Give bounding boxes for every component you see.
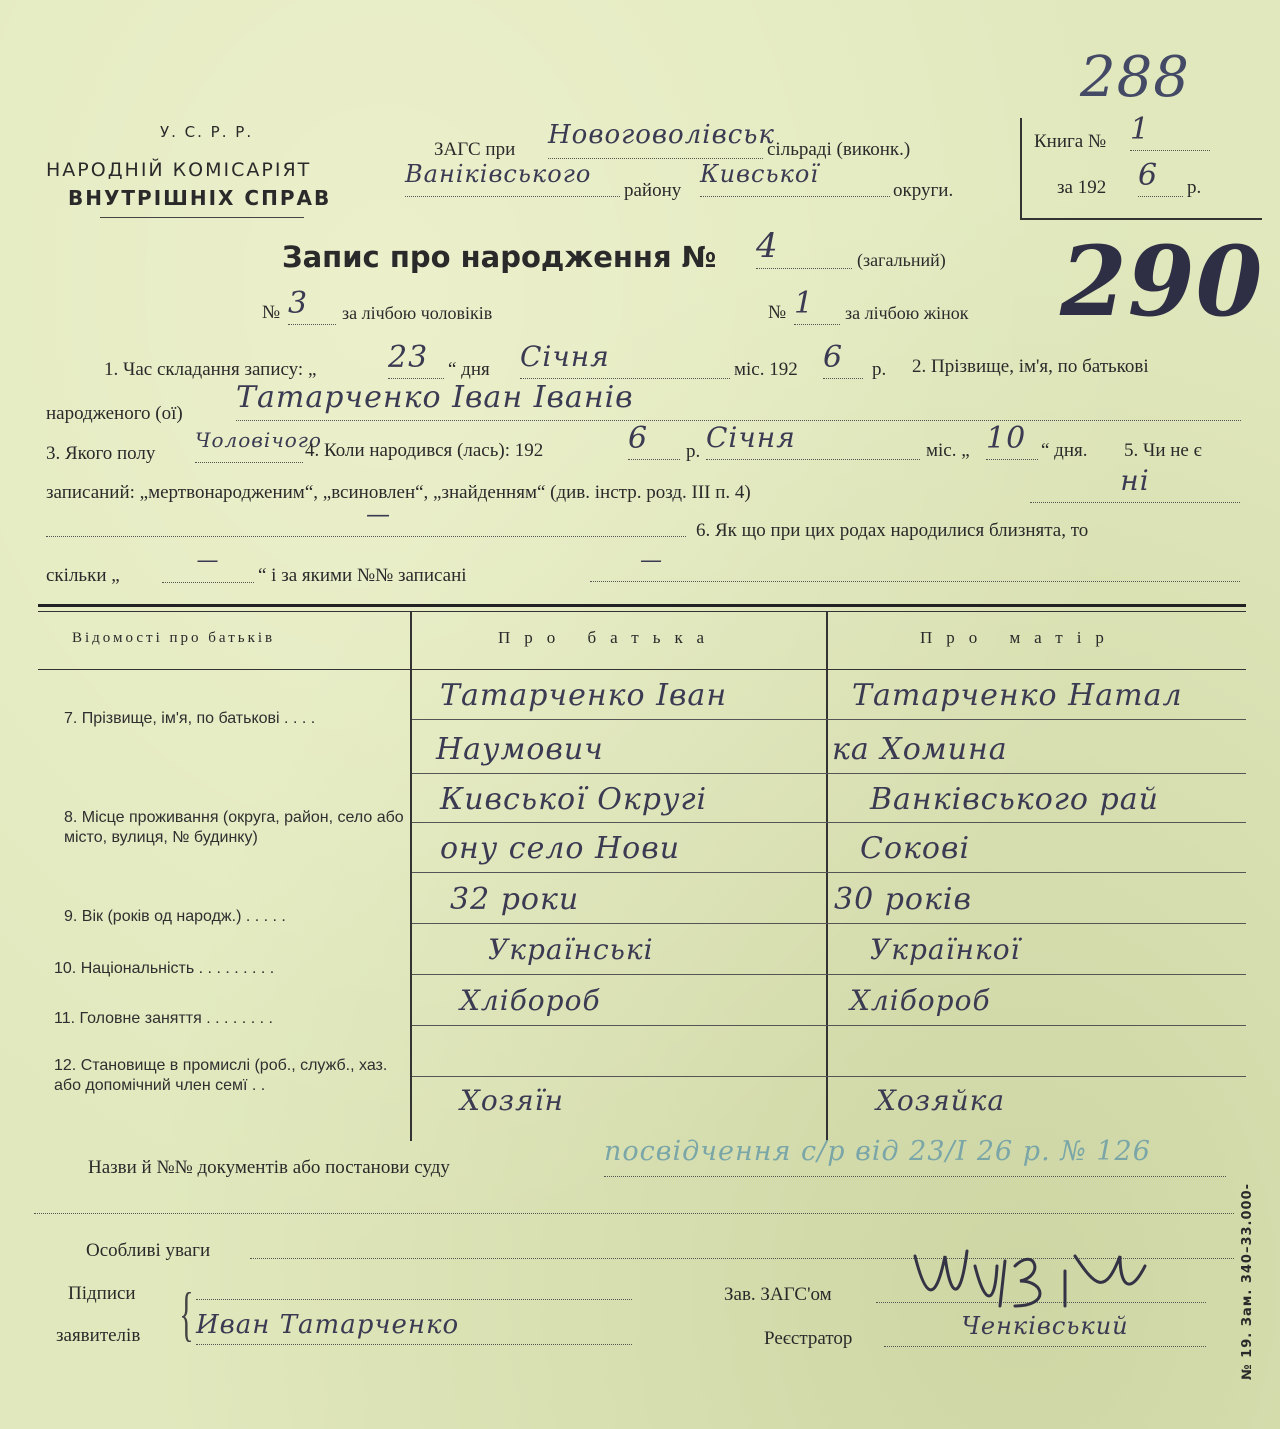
table-top-border-thin xyxy=(38,611,1246,612)
father-residence-line1: Кивської Округі xyxy=(440,782,708,817)
print-note: № 19. Зам. 340–33.000- xyxy=(1240,1182,1255,1380)
docs-value: посвідчення с/р від 23/І 26 р. № 126 xyxy=(604,1136,1226,1177)
f1-year: 6 xyxy=(823,340,863,379)
registrar-label: Реєстратор xyxy=(764,1328,853,1349)
table-header-separator xyxy=(38,669,1246,670)
mother-occupation: Хлібороб xyxy=(850,984,991,1017)
year-value: 6 xyxy=(1138,158,1183,197)
f5-continuation-line xyxy=(46,536,686,537)
record-number: 4 xyxy=(756,226,852,269)
row-label-age: 9. Вік (років од народж.) . . . . . xyxy=(64,908,286,925)
f6-value: — xyxy=(162,548,254,583)
father-age: 32 роки xyxy=(450,882,580,917)
brace: { xyxy=(179,1281,194,1347)
women-number: 1 xyxy=(794,286,840,325)
row-label-nationality: 10. Національність . . . . . . . . . xyxy=(54,960,275,977)
okrug-label: округи. xyxy=(893,180,954,201)
registrar-signature: Ченківський xyxy=(884,1312,1206,1347)
men-label: за лічбою чоловіків xyxy=(342,303,493,323)
f6-label: 6. Як що при цих родах народилися близнята, то xyxy=(696,520,1089,541)
f6-label3: “ і за якими №№ записані xyxy=(258,565,467,586)
ussr-label: У. С. Р. Р. xyxy=(160,123,254,141)
f4-month: Січня xyxy=(706,421,920,460)
district-label: району xyxy=(624,180,682,201)
year-suffix: р. xyxy=(1187,177,1202,198)
f5-dash: — xyxy=(366,500,391,528)
men-prefix: № xyxy=(262,302,281,323)
col-header-mother: Про матір xyxy=(920,628,1118,647)
zags-suffix: сільраді (виконк.) xyxy=(767,139,911,160)
ministry-line2: ВНУТРІШНІХ СПРАВ xyxy=(68,186,332,210)
father-status: Хозяїн xyxy=(460,1084,564,1117)
ministry-line1: НАРОДНІЙ КОМІСАРІЯТ xyxy=(46,159,312,181)
f4-year: 6 xyxy=(628,421,680,460)
applicant-signature: Иван Татарченко xyxy=(196,1310,632,1345)
f4-mis: міс. „ xyxy=(926,440,970,461)
ministry-underline xyxy=(100,217,304,218)
col-header-info: Відомості про батьків xyxy=(72,630,276,646)
mother-nationality: Українкої xyxy=(870,933,1021,966)
women-prefix: № xyxy=(768,302,787,323)
father-name-line1: Татарченко Іван xyxy=(440,678,728,713)
zags-village-value: Новоговолівськ xyxy=(548,120,763,159)
men-number: 3 xyxy=(288,286,336,325)
mother-name-line1: Татарченко Натал xyxy=(852,678,1183,713)
docs-label: Назви й №№ документів або постанови суду xyxy=(88,1157,450,1178)
row-line xyxy=(412,1076,1246,1077)
f4-label: 4. Коли народився (лась): 192 xyxy=(305,440,544,461)
f4-day-suffix: “ дня. xyxy=(1041,440,1088,461)
row-line xyxy=(412,974,1246,975)
mother-residence-line2: Сокові xyxy=(860,831,971,866)
f1-month: Січня xyxy=(520,340,730,379)
big-number: 290 xyxy=(1060,225,1264,338)
col-header-father: Про батька xyxy=(498,628,719,647)
book-label: Книга № xyxy=(1034,131,1107,152)
f3-value: Чоловічого xyxy=(195,428,303,463)
notes-label: Особливі уваги xyxy=(86,1240,211,1261)
f2-label2: народженого (ої) xyxy=(46,403,183,424)
mother-name-line2: ка Хомина xyxy=(832,732,1008,767)
row-line xyxy=(412,872,1246,873)
head-signature-scribble xyxy=(905,1236,1155,1316)
row-line xyxy=(412,822,1246,823)
father-residence-line2: ону село Нови xyxy=(440,831,681,866)
table-divider-1 xyxy=(410,611,412,1141)
f2-value: Татарченко Іван Іванів xyxy=(236,380,1241,421)
f2-label: 2. Прізвище, ім'я, по батькові xyxy=(912,356,1149,377)
f1-day: 23 xyxy=(388,340,444,379)
docs-continuation-line xyxy=(34,1213,1234,1214)
f5-value: ні xyxy=(1030,464,1240,503)
zags-prefix: ЗАГС при xyxy=(434,139,516,160)
mother-age: 30 років xyxy=(834,882,972,917)
table-top-border xyxy=(38,604,1246,607)
f4-day: 10 xyxy=(986,421,1038,460)
row-line xyxy=(412,773,1246,774)
father-name-line2: Наумович xyxy=(436,732,604,767)
father-nationality: Українські xyxy=(488,933,654,966)
f1-mis: міс. 192 xyxy=(734,359,798,380)
row-line xyxy=(412,1025,1246,1026)
record-general: (загальний) xyxy=(857,250,946,270)
row-line xyxy=(412,719,1246,720)
record-title: Запис про народження № xyxy=(282,240,717,274)
signatures-label: Підписи xyxy=(68,1283,136,1304)
father-occupation: Хлібороб xyxy=(460,984,601,1017)
f1-r: р. xyxy=(872,359,887,380)
applicant-line-1 xyxy=(196,1299,632,1300)
row-label-status: 12. Становище в промислі (роб., служб., хаз. або допомічний член семї . . xyxy=(54,1057,388,1094)
row-label-occupation: 11. Головне заняття . . . . . . . . xyxy=(54,1010,273,1027)
row-label-residence: 8. Місце проживання (округа, район, село або місто, вулиця, № будинку) xyxy=(64,809,404,846)
f1-day-suffix: “ дня xyxy=(448,359,490,380)
f3-label: 3. Якого полу xyxy=(46,443,156,464)
f1-label: 1. Час складання запису: „ xyxy=(104,359,317,380)
f5-label2: записаний: „мертвонародженим“, „всиновлен“, „знайденням“ (див. інстр. розд. III п. 4) xyxy=(46,482,751,503)
f4-r: р. xyxy=(686,441,701,462)
year-label: за 192 xyxy=(1057,177,1107,198)
district-value: Ваніківського xyxy=(405,160,620,197)
mother-status: Хозяйка xyxy=(876,1084,1006,1117)
f6-value2: — xyxy=(590,548,1240,582)
row-label-name: 7. Прізвище, ім'я, по батькові . . . . xyxy=(64,710,316,727)
women-label: за лічбою жінок xyxy=(845,303,969,323)
table-divider-2 xyxy=(826,611,828,1141)
book-value: 1 xyxy=(1130,112,1210,151)
mother-residence-line1: Ванківського рай xyxy=(870,782,1159,817)
applicants-label: заявителів xyxy=(56,1325,141,1346)
archive-number: 288 xyxy=(1080,45,1190,110)
f5-label: 5. Чи не є xyxy=(1124,440,1202,461)
row-line xyxy=(412,923,1246,924)
okrug-value: Кивської xyxy=(700,160,890,197)
f6-label2: скільки „ xyxy=(46,565,120,586)
head-label: Зав. ЗАГС'ом xyxy=(724,1284,832,1305)
